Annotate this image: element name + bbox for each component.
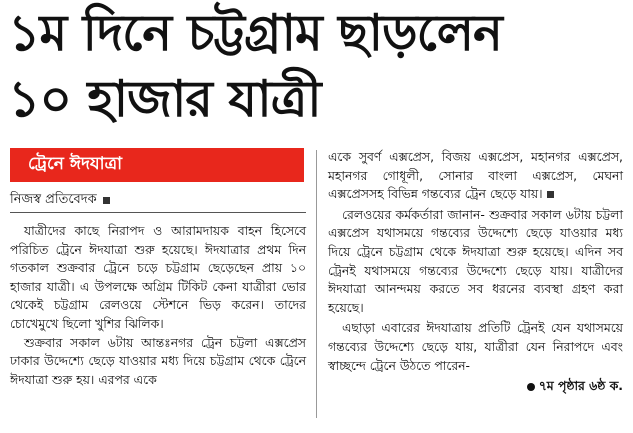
continued-text: ৭ম পৃষ্ঠার ৬ষ্ঠ ক. xyxy=(538,378,623,394)
byline-text: নিজস্ব প্রতিবেদক xyxy=(10,191,97,207)
right-paragraph-2: রেলওয়ের কর্মকর্তারা জানান- শুক্রবার সকাল ৬টায় চট্টলা এক্সপ্রেস যথাসময়ে গন্তব্যের উদ্দেশ্যে ছেড়ে যাওয়ার মধ্য দিয়ে ট্রেনে চট্টগ্রাম থেকে ঈদযাত্রা শুরু হয়েছে। এদিন সব ট্রেনই যথাসময়ে গন্তব্যের উদ্দেশ্যে ছেড়ে যায়। যাত্রীদের ঈদযাত্রা আনন্দময় করতে সব ধরনের ব্যবস্থা গ্রহণ করা হয়েছে। xyxy=(328,206,623,315)
column-divider xyxy=(316,150,317,418)
headline-line-2: ১০ হাজার যাত্রী xyxy=(8,70,321,128)
headline-line-1: ১ম দিনে চট্টগ্রাম ছাড়লেন xyxy=(8,4,502,62)
end-square-icon xyxy=(547,191,554,198)
byline xyxy=(10,188,306,213)
left-paragraph-1: যাত্রীদের কাছে নিরাপদ ও আরামদায়ক বাহন হিসেবে পরিচিত ট্রেনে ঈদযাত্রা শুরু হয়েছে। ঈদযাত্রার প্রথম দিন গতকাল শুক্রবার ট্রেনে চড়ে চট্টগ্রাম ছেড়েছেন প্রায় ১০ হাজার যাত্রী। এ উপলক্ষে অগ্রিম টিকিট কেনা যাত্রীরা ভোর থেকেই চট্টগ্রাম রেলওয়ে স্টেশনে ভিড় করেন। তাদের চোখেমুখে ছিলো খুশির ঝিলিক। xyxy=(10,223,306,331)
article-left-column xyxy=(10,222,306,389)
right-paragraph-1: একে সুবর্ণ এক্সপ্রেস, বিজয় এক্সপ্রেস, মহানগর এক্সপ্রেস, মহানগর গোধূলী, সোনার বাংলা এক্সপ্রেস, মেঘনা এক্সপ্রেসসহ বিভিন্ন গন্তব্যের ট্রেন ছেড়ে যায়। xyxy=(328,149,623,202)
section-tag-label: ট্রেনে ঈদযাত্রা xyxy=(28,154,123,174)
left-paragraph-2: শুক্রবার সকাল ৬টায় আন্তঃনগর ট্রেন চট্টলা এক্সপ্রেস ঢাকার উদ্দেশ্যে ছেড়ে যাওয়ার মধ্য দিয়ে চট্টগ্রাম থেকে ট্রেনে ঈদযাত্রা শুরু হয়। এরপর একে xyxy=(10,334,306,387)
continued-on-page xyxy=(328,377,623,396)
right-paragraph-3: এছাড়া এবারের ঈদযাত্রায় প্রতিটি ট্রেনই যেন যথাসময়ে গন্তব্যের উদ্দেশ্যে ছেড়ে যায়, যাত্রীরা যেন নিরাপদে এবং স্বাচ্ছন্দে ট্রেনে উঠতে পারেন- xyxy=(328,320,623,373)
headline xyxy=(8,0,628,132)
article-right-column xyxy=(328,148,623,396)
byline-square-icon xyxy=(103,197,110,204)
section-tag xyxy=(10,148,304,182)
bullet-dot-icon xyxy=(527,383,535,391)
